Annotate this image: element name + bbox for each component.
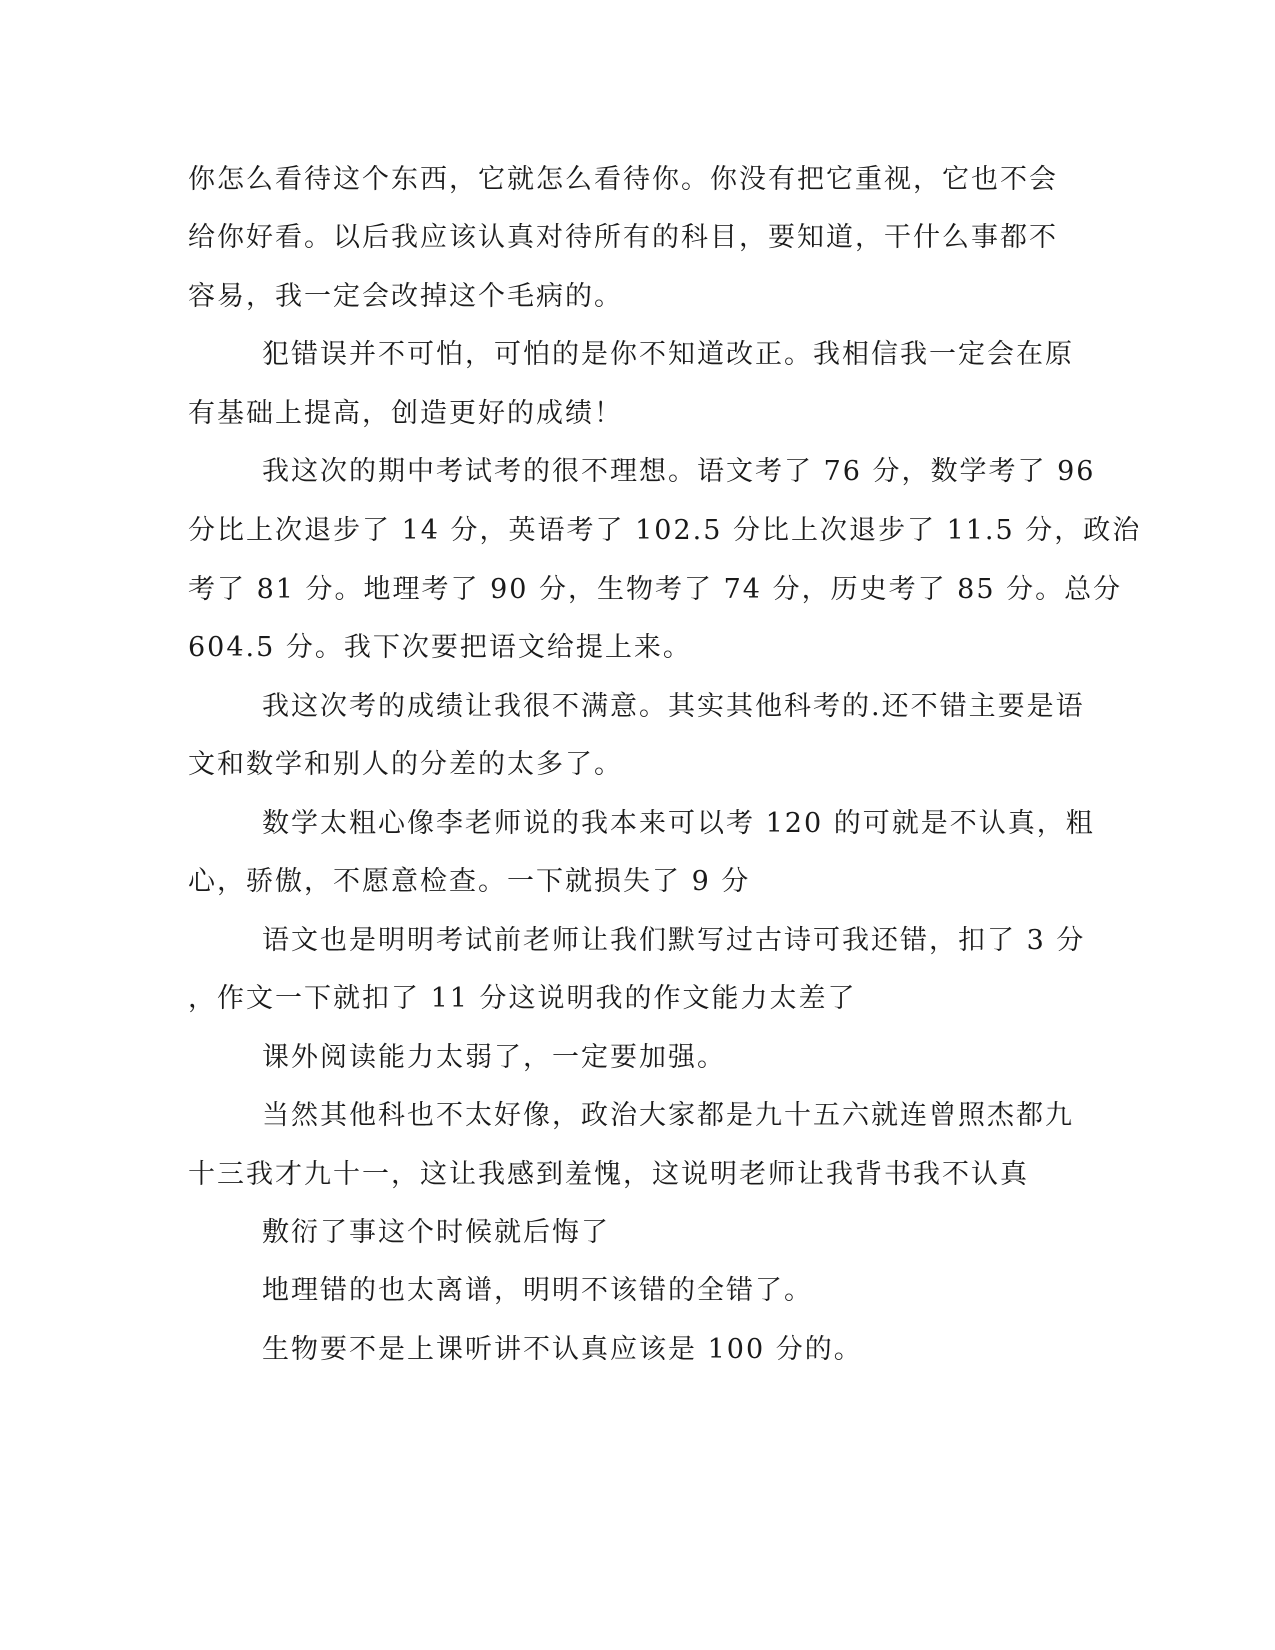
- text-line: 地理错的也太离谱，明明不该错的全错了。: [262, 1275, 813, 1306]
- text-line: 心，骄傲，不愿意检查。一下就损失了 9 分: [188, 866, 751, 897]
- text-line: 604.5 分。我下次要把语文给提上来。: [188, 632, 692, 663]
- text-line: 语文也是明明考试前老师让我们默写过古诗可我还错，扣了 3 分: [262, 925, 1086, 956]
- text-line: 我这次的期中考试考的很不理想。语文考了 76 分，数学考了 96: [262, 456, 1096, 487]
- text-line: 有基础上提高，创造更好的成绩！: [188, 398, 623, 429]
- text-line: 数学太粗心像李老师说的我本来可以考 120 的可就是不认真，粗: [262, 808, 1095, 839]
- text-line: 我这次考的成绩让我很不满意。其实其他科考的.还不错主要是语: [262, 691, 1085, 722]
- text-line: ，作文一下就扣了 11 分这说明我的作文能力太差了: [188, 983, 857, 1014]
- text-line: 文和数学和别人的分差的太多了。: [188, 749, 623, 780]
- text-line: 犯错误并不可怕，可怕的是你不知道改正。我相信我一定会在原: [262, 339, 1074, 370]
- text-line: 分比上次退步了 14 分，英语考了 102.5 分比上次退步了 11.5 分，政治: [188, 515, 1142, 546]
- text-line: 容易，我一定会改掉这个毛病的。: [188, 281, 623, 312]
- text-line: 给你好看。以后我应该认真对待所有的科目，要知道，干什么事都不: [188, 222, 1058, 253]
- text-line: 当然其他科也不太好像，政治大家都是九十五六就连曾照杰都九: [262, 1100, 1074, 1131]
- text-line: 十三我才九十一，这让我感到羞愧，这说明老师让我背书我不认真: [188, 1159, 1029, 1190]
- text-line: 考了 81 分。地理考了 90 分，生物考了 74 分，历史考了 85 分。总分: [188, 574, 1123, 605]
- text-line: 敷衍了事这个时候就后悔了: [262, 1217, 610, 1248]
- text-line: 课外阅读能力太弱了，一定要加强。: [262, 1042, 726, 1073]
- text-line: 你怎么看待这个东西，它就怎么看待你。你没有把它重视，它也不会: [188, 164, 1058, 195]
- text-line: 生物要不是上课听讲不认真应该是 100 分的。: [262, 1334, 863, 1365]
